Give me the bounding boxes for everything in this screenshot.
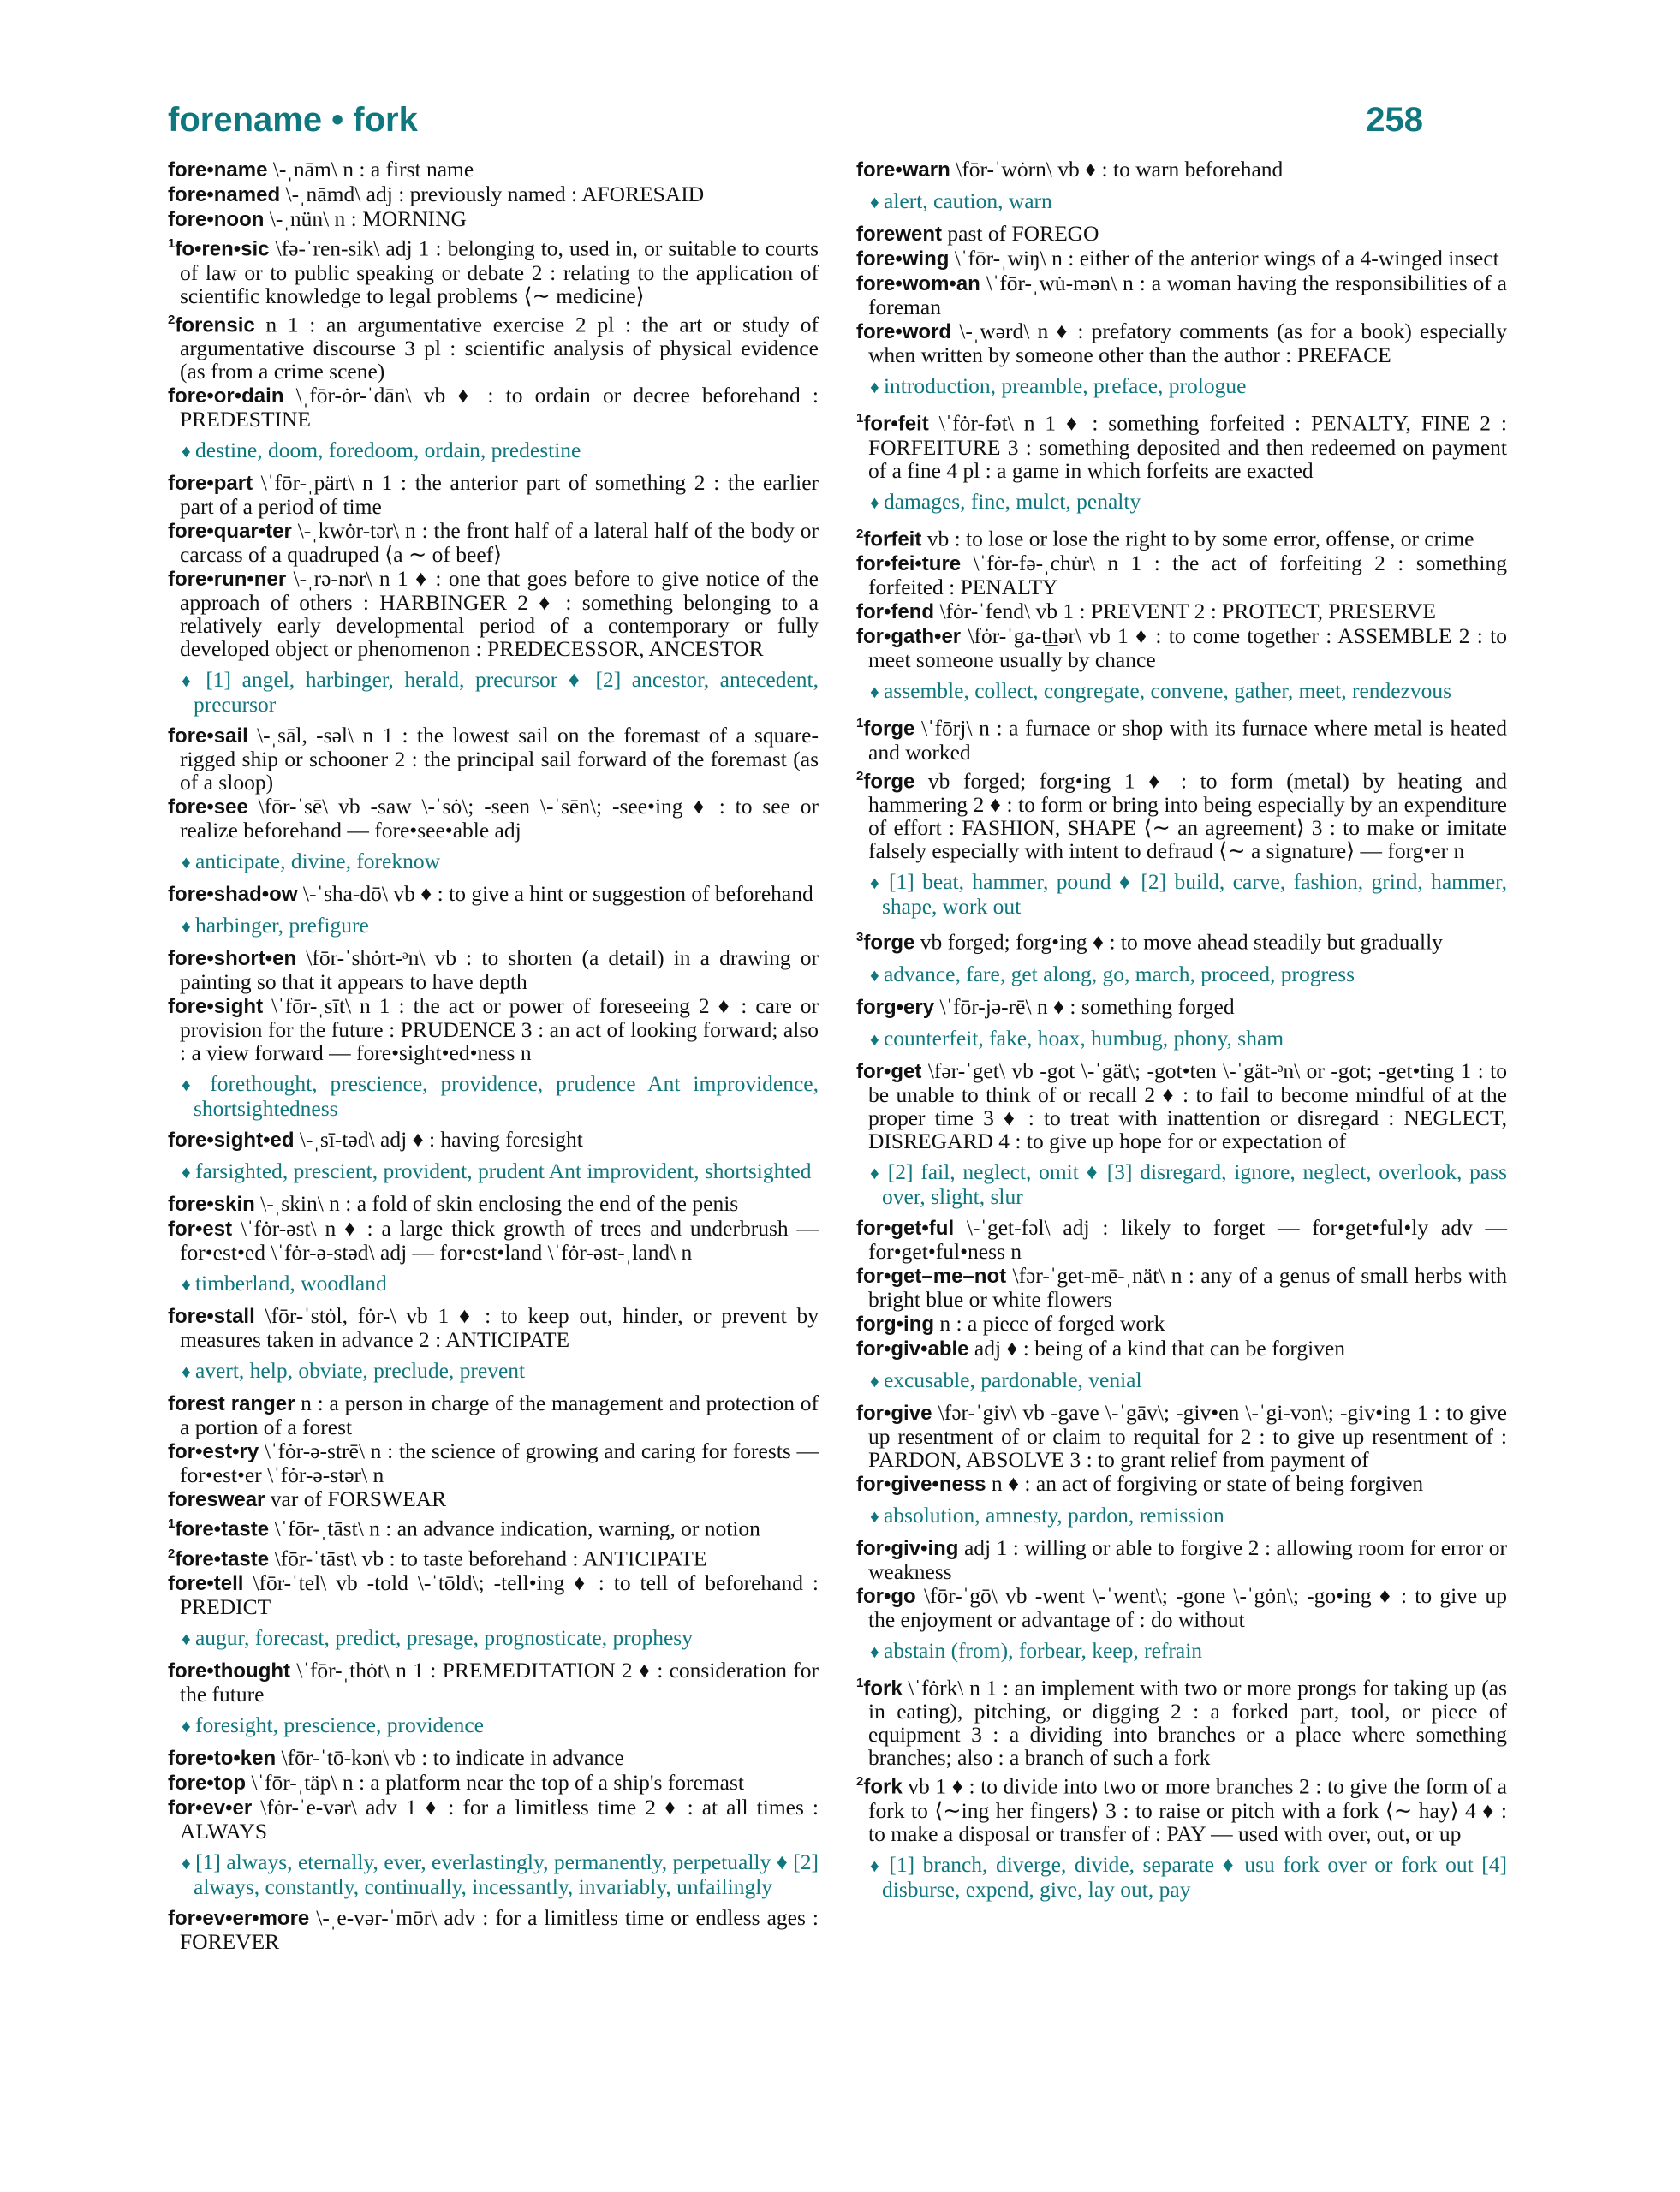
headword: for•fend (856, 600, 935, 623)
definition: \ˈfȯrk\ n 1 : an implement with two or more prongs for taking up (as in eating), pitching, or digging 2 : a forked part, tool, or piece of equipment 3 : a dividing into branches or a place where something branches; also : a branch of such a fork (868, 1675, 1507, 1770)
diamond-icon: ♦ (182, 670, 206, 691)
dictionary-entry (856, 599, 1507, 623)
headword: forge (863, 931, 915, 955)
dictionary-entry (856, 247, 1507, 271)
headword: fore•name (168, 158, 268, 182)
headword: fore•thought (168, 1659, 291, 1683)
headword: fork (863, 1775, 903, 1799)
synonym-list: forethought, prescience, providence, prudence Ant improvidence, shortsightedness (194, 1071, 819, 1121)
headword: fore•taste (175, 1517, 270, 1541)
headword: for•gath•er (856, 625, 962, 648)
dictionary-entry (856, 1671, 1507, 1770)
definition: \fōr-ˈshȯrt-ᵊn\ vb : to shorten (a detail) in a drawing or painting so that it appears to have depth (180, 945, 819, 994)
homograph-number: 2 (856, 768, 864, 783)
headword: fore•sight•ed (168, 1129, 295, 1152)
dictionary-entry (168, 1439, 819, 1486)
definition: \fōr-ˈtō-kən\ vb : to indicate in advance (276, 1745, 624, 1770)
definition: adj ♦ : being of a kind that can be forgiven (968, 1335, 1346, 1361)
synonym-line (168, 1713, 819, 1738)
headword: forge (863, 717, 915, 741)
dictionary-entry (168, 1771, 819, 1795)
definition: var of FORSWEAR (265, 1486, 447, 1511)
synonym-line (856, 1160, 1507, 1208)
definition: n : a person in charge of the management and protection of a portion of a forest (180, 1391, 819, 1439)
diamond-icon: ♦ (182, 1274, 195, 1295)
definition: \ˈfōr-ˌwiŋ\ n : either of the anterior wings of a 4-winged insect (949, 246, 1499, 271)
dictionary-entry (168, 1128, 819, 1152)
headword: forg•ing (856, 1312, 935, 1336)
synonym-list: harbinger, prefigure (194, 913, 369, 938)
definition: vb forged; forg•ing ♦ : to move ahead steadily but gradually (914, 929, 1443, 955)
headword: fore•quar•ter (168, 520, 292, 543)
dictionary-entry (168, 207, 819, 231)
synonym-line (856, 870, 1507, 918)
synonym-list: alert, caution, warn (883, 188, 1052, 213)
headword: for•give (856, 1401, 932, 1425)
definition: \fər-ˈgiv\ vb -gave \-ˈgāv\; -giv•en \-ˈgi-vən\; -giv•ing 1 : to give up resentment of or claim to requital for 2 : to give up resentment of : PARDON, ABSOLVE 3 : to grant relief from payment of (868, 1399, 1507, 1472)
definition: \-ˈget-fəl\ adj : likely to forget — for•get•ful•ly adv — for•get•ful•ness n (868, 1214, 1507, 1264)
definition: \ˈfȯr-əst\ n ♦ : a large thick growth of trees and underbrush — for•est•ed \ˈfȯr-ə-stəd\ adj — for•est•land \ˈfȯr-əst-ˌland\ n (180, 1216, 819, 1265)
dictionary-entry (168, 1487, 819, 1511)
definition: \ˈfōrj\ n : a furnace or shop with its furnace where metal is heated and worked (868, 715, 1507, 765)
dictionary-entry (856, 1536, 1507, 1583)
dictionary-entry (168, 994, 819, 1064)
dictionary-entry (168, 1542, 819, 1571)
dictionary-entry (168, 1906, 819, 1953)
headword: fore•top (168, 1772, 247, 1795)
headword: for•ev•er (168, 1796, 253, 1820)
dictionary-entry (856, 1584, 1507, 1631)
page-number: 258 (1366, 101, 1423, 139)
diamond-icon: ♦ (182, 1853, 196, 1873)
homograph-number: 3 (856, 930, 864, 944)
synonym-line (856, 1027, 1507, 1051)
dictionary-entry (856, 271, 1507, 319)
dictionary-entry (168, 567, 819, 660)
diamond-icon: ♦ (870, 964, 884, 986)
synonym-line (168, 849, 819, 874)
dictionary-entry (168, 182, 819, 206)
dictionary-entry (168, 882, 819, 906)
dictionary-entry (856, 222, 1507, 246)
synonym-line (856, 679, 1507, 704)
headword: forest ranger (168, 1392, 295, 1415)
synonym-line (168, 1159, 819, 1184)
headword: for•go (856, 1584, 916, 1608)
definition: \fə-ˈren-sik\ adj 1 : belonging to, used in, or suitable to courts of law or to public speaking or debate 2 : relating to the application of scientific knowledge to legal problems ⟨∼ medicine⟩ (180, 235, 819, 308)
headword: for•give•ness (856, 1472, 986, 1496)
definition: \ˈfōr-ˌtäp\ n : a platform near the top of a ship's foremast (246, 1770, 744, 1795)
definition: \fōr-ˈsē\ vb -saw \-ˈsȯ\; -seen \-ˈsēn\; -see•ing ♦ : to see or realize beforehand — fore•see•able adj (180, 794, 819, 843)
dictionary-entry (168, 158, 819, 182)
headword: fore•sail (168, 724, 248, 748)
diamond-icon: ♦ (870, 1855, 890, 1876)
left-column (168, 158, 819, 1954)
headword: for•get (856, 1059, 922, 1083)
diamond-icon: ♦ (182, 1629, 195, 1649)
synonym-line (856, 189, 1507, 214)
synonym-line (168, 1626, 819, 1651)
definition: \-ˌnāmd\ adj : previously named : AFORESAID (280, 182, 705, 206)
synonym-list: assemble, collect, congregate, convene, gather, meet, rendezvous (883, 678, 1452, 703)
synonym-list: anticipate, divine, foreknow (194, 849, 441, 873)
headword: fore•short•en (168, 947, 297, 970)
dictionary-entry (856, 1264, 1507, 1311)
headword: for•giv•ing (856, 1536, 959, 1560)
headword: fore•sight (168, 995, 264, 1018)
dictionary-entry (168, 519, 819, 566)
definition: \-ˌsī-təd\ adj ♦ : having foresight (294, 1127, 583, 1152)
synonym-list: damages, fine, mulct, penalty (883, 488, 1141, 514)
definition: \ˈfōr-ˌsīt\ n 1 : the act or power of foreseeing 2 ♦ : care or provision for the future : PRUDENCE 3 : an act of looking forward; also : a view forward — fore•sight•ed•ness n (180, 993, 819, 1065)
dictionary-entry (856, 158, 1507, 182)
definition: vb forged; forg•ing 1 ♦ : to form (metal) by heating and hammering 2 ♦ : to form or bring into being especially by an expenditure of effort : FASHION, SHAPE ⟨∼ an agreement⟩ 3 : to make or imitate falsely especially with intent to defraud ⟨∼ a signature⟩ — forg•er n (868, 768, 1507, 863)
synonym-list: augur, forecast, predict, presage, prognosticate, prophesy (194, 1625, 693, 1650)
dictionary-entry (168, 471, 819, 518)
headword: fore•tell (168, 1572, 244, 1595)
definition: \fȯr-ˈe-vər\ adv 1 ♦ : for a limitless time 2 ♦ : at all times : ALWAYS (180, 1795, 819, 1844)
definition: past of FOREGO (942, 221, 1099, 246)
diamond-icon: ♦ (182, 1716, 195, 1736)
homograph-number: 2 (168, 312, 176, 327)
headword: fore•or•dain (168, 384, 284, 408)
homograph-number: 1 (856, 716, 864, 730)
headword: fore•named (168, 183, 281, 206)
diamond-icon: ♦ (870, 1641, 884, 1662)
dictionary-entry (856, 712, 1507, 764)
homograph-number: 1 (856, 411, 864, 426)
definition: vb 1 ♦ : to divide into two or more branches 2 : to give the form of a fork to ⟨∼ing her fingers⟩ 3 : to raise or pitch with a fork ⟨∼ hay⟩ 4 ♦ : to make a disposal or transfer of : PAY — used with over, out, or up (868, 1773, 1507, 1846)
definition: \-ˈsha-dō\ vb ♦ : to give a hint or suggestion of beforehand (297, 881, 813, 906)
diamond-icon: ♦ (182, 1075, 211, 1095)
headword: fore•to•ken (168, 1747, 277, 1770)
headword: fore•stall (168, 1305, 255, 1328)
synonym-list: farsighted, prescient, provident, prudent Ant improvident, shortsighted (194, 1159, 812, 1183)
diamond-icon: ♦ (870, 377, 884, 397)
synonym-line (856, 374, 1507, 399)
synonym-line (168, 1850, 819, 1898)
dictionary-entry (856, 1472, 1507, 1496)
definition: \fōr-ˈgō\ vb -went \-ˈwent\; -gone \-ˈgȯn\; -go•ing ♦ : to give up the enjoyment or advantage of : do without (868, 1582, 1507, 1632)
dictionary-entry (856, 995, 1507, 1019)
dictionary-entry (168, 946, 819, 993)
definition: \ˈfȯr-ə-strē\ n : the science of growing and caring for forests — for•est•er \ˈfȯr-ə-stər\ n (180, 1438, 819, 1487)
headword: forg•ery (856, 995, 935, 1019)
headword: forge (863, 770, 915, 793)
diamond-icon: ♦ (870, 682, 884, 702)
definition: \fōr-ˈtāst\ vb : to taste beforehand : ANTICIPATE (269, 1546, 707, 1570)
synonym-list: foresight, prescience, providence (194, 1712, 484, 1737)
headword: fore•wing (856, 247, 950, 271)
definition: \fȯr-ˈga-t͟hər\ vb 1 ♦ : to come together : ASSEMBLE 2 : to meet someone usually by chance (868, 623, 1507, 672)
synonym-line (168, 1272, 819, 1296)
homograph-number: 2 (168, 1546, 176, 1561)
synonym-line (168, 1072, 819, 1120)
definition: \fər-ˈget-mē-ˌnät\ n : any of a genus of small herbs with bright blue or white flowers (868, 1262, 1507, 1312)
dictionary-entry (856, 1337, 1507, 1361)
dictionary-entry (856, 1312, 1507, 1336)
dictionary-entry (168, 1659, 819, 1706)
definition: adj 1 : willing or able to forgive 2 : allowing room for error or weakness (868, 1534, 1507, 1584)
diamond-icon: ♦ (870, 1370, 884, 1391)
synonym-line (856, 1639, 1507, 1664)
synonym-line (856, 962, 1507, 987)
diamond-icon: ♦ (870, 873, 890, 893)
diamond-icon: ♦ (870, 1505, 884, 1527)
diamond-icon: ♦ (870, 1162, 888, 1183)
right-column (856, 158, 1507, 1909)
dictionary-entry (856, 624, 1507, 671)
definition: \fōr-ˈwȯrn\ vb ♦ : to warn beforehand (950, 157, 1284, 182)
dictionary-entry (168, 724, 819, 794)
diamond-icon: ♦ (182, 1162, 195, 1182)
definition: \ˈfōr-ˌwu̇-mən\ n : a woman having the responsibilities of a foreman (868, 271, 1507, 319)
synonym-line (856, 1853, 1507, 1901)
headword: for•giv•able (856, 1337, 969, 1361)
definition: \ˈfōr-ˌthȯt\ n 1 : PREMEDITATION 2 ♦ : consideration for the future (180, 1658, 819, 1707)
homograph-number: 2 (856, 1774, 864, 1789)
headword: for•est•ry (168, 1440, 259, 1463)
definition: \fōr-ˈstȯl, fȯr-\ vb 1 ♦ : to keep out, hinder, or prevent by measures taken in advance 2 : ANTICIPATE (180, 1303, 819, 1352)
definition: \ˈfȯr-fə-ˌchu̇r\ n 1 : the act of forfeiting 2 : something forfeited : PENALTY (868, 551, 1507, 599)
headword: fork (863, 1677, 903, 1700)
definition: \-ˌrə-nər\ n 1 ♦ : one that goes before to give notice of the approach of others : HARBINGER 2 ♦ : something belonging to a relatively early developmental period of a contemporary or fully developed object or phenomenon : PREDECESSOR, ANCESTOR (180, 566, 819, 661)
synonym-line (856, 490, 1507, 515)
headword: fore•shad•ow (168, 883, 298, 906)
dictionary-entry (168, 1192, 819, 1216)
synonym-list: [1] angel, harbinger, herald, precursor ♦ [2] ancestor, antecedent, precursor (194, 667, 819, 717)
dictionary-entry (856, 1216, 1507, 1263)
headword: for•est (168, 1218, 233, 1241)
synonym-line (168, 1359, 819, 1384)
dictionary-entry (856, 926, 1507, 955)
headword: fore•taste (175, 1547, 270, 1570)
dictionary-entry (168, 1512, 819, 1541)
diamond-icon: ♦ (182, 916, 195, 937)
headword: for•get–me–not (856, 1264, 1007, 1288)
dictionary-entry (856, 407, 1507, 482)
synonym-list: timberland, woodland (194, 1271, 387, 1296)
definition: \-ˌe-vər-ˈmōr\ adv : for a limitless time or endless ages : FOREVER (180, 1905, 819, 1954)
diamond-icon: ♦ (182, 441, 195, 462)
dictionary-entry (856, 765, 1507, 863)
definition: \fōr-ˈtel\ vb -told \-ˈtōld\; -tell•ing ♦ : to tell of beforehand : PREDICT (180, 1570, 819, 1619)
diamond-icon: ♦ (182, 852, 195, 873)
headword: fore•run•ner (168, 568, 287, 591)
headword: for•fei•ture (856, 552, 962, 575)
headword: forewent (856, 223, 943, 246)
dictionary-entry (168, 308, 819, 384)
diamond-icon: ♦ (870, 192, 884, 212)
homograph-number: 1 (168, 236, 176, 251)
dictionary-entry (168, 232, 819, 307)
definition: n 1 : an argumentative exercise 2 pl : the art or study of argumentative discourse 3 pl : scientific analysis of physical evidence (as from a crime scene) (180, 312, 819, 384)
definition: \ˈfōr-jə-rē\ n ♦ : something forged (934, 993, 1235, 1019)
definition: \ˈfȯr-fət\ n 1 ♦ : something forfeited : PENALTY, FINE 2 : FORFEITURE 3 : something deposited and then redeemed on payment of a fine 4 pl : a game in which forfeits are exacted (868, 410, 1507, 483)
headword: forfeit (863, 527, 922, 551)
synonym-list: [2] fail, neglect, omit ♦ [3] disregard, ignore, neglect, overlook, pass over, slight, slur (882, 1159, 1507, 1209)
definition: \-ˌskin\ n : a fold of skin enclosing the end of the penis (254, 1191, 739, 1216)
guide-words: forename • fork (168, 101, 418, 139)
synonym-list: advance, fare, get along, go, march, proceed, progress (883, 961, 1355, 986)
synonym-list: [1] beat, hammer, pound ♦ [2] build, carve, fashion, grind, hammer, shape, work out (882, 869, 1507, 919)
dictionary-entry (168, 795, 819, 842)
dictionary-entry (856, 551, 1507, 599)
synonym-list: avert, help, obviate, preclude, prevent (194, 1358, 526, 1383)
dictionary-entry (168, 1217, 819, 1264)
synonym-list: excusable, pardonable, venial (883, 1367, 1142, 1392)
diamond-icon: ♦ (182, 1361, 195, 1382)
definition: \-ˌwərd\ n ♦ : prefatory comments (as for a book) especially when written by someone other than the author : PREFACE (868, 319, 1507, 367)
definition: \-ˌkwȯr-tər\ n : the front half of a lateral half of the body or carcass of a quadruped ⟨a ∼ of beef⟩ (180, 518, 819, 567)
headword: fore•see (168, 795, 248, 819)
homograph-number: 2 (856, 526, 864, 541)
dictionary-entry (168, 1571, 819, 1618)
synonym-list: [1] always, eternally, ever, everlastingly, permanently, perpetually ♦ [2] always, constantly, continually, incessantly, invariably, unfailingly (194, 1850, 819, 1899)
headword: forensic (175, 313, 255, 337)
dictionary-entry (168, 1746, 819, 1770)
definition: \fər-ˈget\ vb -got \-ˈgät\; -got•ten \-ˈgät-ᵊn\ or -got; -get•ting 1 : to be unable to think of or recall 2 ♦ : to fail to become mindful of at the proper time 3 ♦ : to treat with inattention or disregard : NEGLECT, DISREGARD 4 : to give up hope for or expectation of (868, 1057, 1507, 1153)
synonym-line (168, 438, 819, 463)
dictionary-entry (168, 1796, 819, 1843)
dictionary-entry (856, 522, 1507, 551)
dictionary-entry (168, 1391, 819, 1438)
definition: \ˌfōr-ȯr-ˈdān\ vb ♦ : to ordain or decree beforehand : PREDESTINE (180, 383, 819, 432)
dictionary-entry (856, 1059, 1507, 1153)
definition: \fȯr-ˈfend\ vb 1 : PREVENT 2 : PROTECT, PRESERVE (934, 599, 1436, 623)
synonym-list: [1] branch, diverge, divide, separate ♦ usu fork over or fork out [4] disburse, expend, give, lay out, pay (882, 1851, 1507, 1902)
headword: foreswear (168, 1488, 265, 1511)
synonym-line (168, 914, 819, 938)
headword: fore•noon (168, 208, 265, 231)
definition: vb : to lose or lose the right to by some error, offense, or crime (921, 526, 1474, 551)
headword: fo•ren•sic (175, 237, 270, 261)
headword: for•ev•er•more (168, 1907, 310, 1930)
headword: fore•word (856, 320, 952, 343)
definition: \-ˌsāl, -səl\ n 1 : the lowest sail on the foremast of a square-rigged ship or schooner 2 : the principal sail forward of the foremast (as of a sloop) (180, 723, 819, 795)
definition: n : a piece of forged work (934, 1310, 1165, 1336)
synonym-list: abstain (from), forbear, keep, refrain (883, 1637, 1203, 1663)
headword: fore•wom•an (856, 272, 980, 295)
homograph-number: 1 (168, 1516, 176, 1531)
headword: fore•warn (856, 158, 950, 182)
definition: \ˈfōr-ˌtāst\ n : an advance indication, warning, or notion (269, 1516, 760, 1541)
definition: n ♦ : an act of forgiving or state of being forgiven (986, 1470, 1424, 1496)
definition: \-ˌnün\ n : MORNING (264, 206, 467, 231)
synonym-list: destine, doom, foredoom, ordain, predestine (194, 438, 581, 462)
headword: fore•part (168, 472, 253, 495)
synonym-line (168, 668, 819, 716)
homograph-number: 1 (856, 1675, 864, 1690)
dictionary-entry (856, 1770, 1507, 1845)
diamond-icon: ♦ (870, 491, 884, 513)
definition: \-ˌnām\ n : a first name (267, 157, 474, 182)
synonym-line (856, 1504, 1507, 1528)
synonym-list: counterfeit, fake, hoax, humbug, phony, sham (883, 1025, 1284, 1051)
synonym-list: introduction, preamble, preface, prologue (883, 373, 1247, 398)
headword: for•get•ful (856, 1216, 955, 1240)
dictionary-entry (168, 384, 819, 431)
diamond-icon: ♦ (870, 1028, 884, 1050)
dictionary-entry (856, 1401, 1507, 1471)
headword: fore•skin (168, 1193, 255, 1216)
dictionary-entry (168, 1304, 819, 1351)
synonym-line (856, 1368, 1507, 1393)
dictionary-entry (856, 319, 1507, 366)
headword: for•feit (863, 412, 929, 436)
synonym-list: absolution, amnesty, pardon, remission (883, 1502, 1224, 1528)
definition: \ˈfōr-ˌpärt\ n 1 : the anterior part of something 2 : the earlier part of a period of time (180, 470, 819, 519)
